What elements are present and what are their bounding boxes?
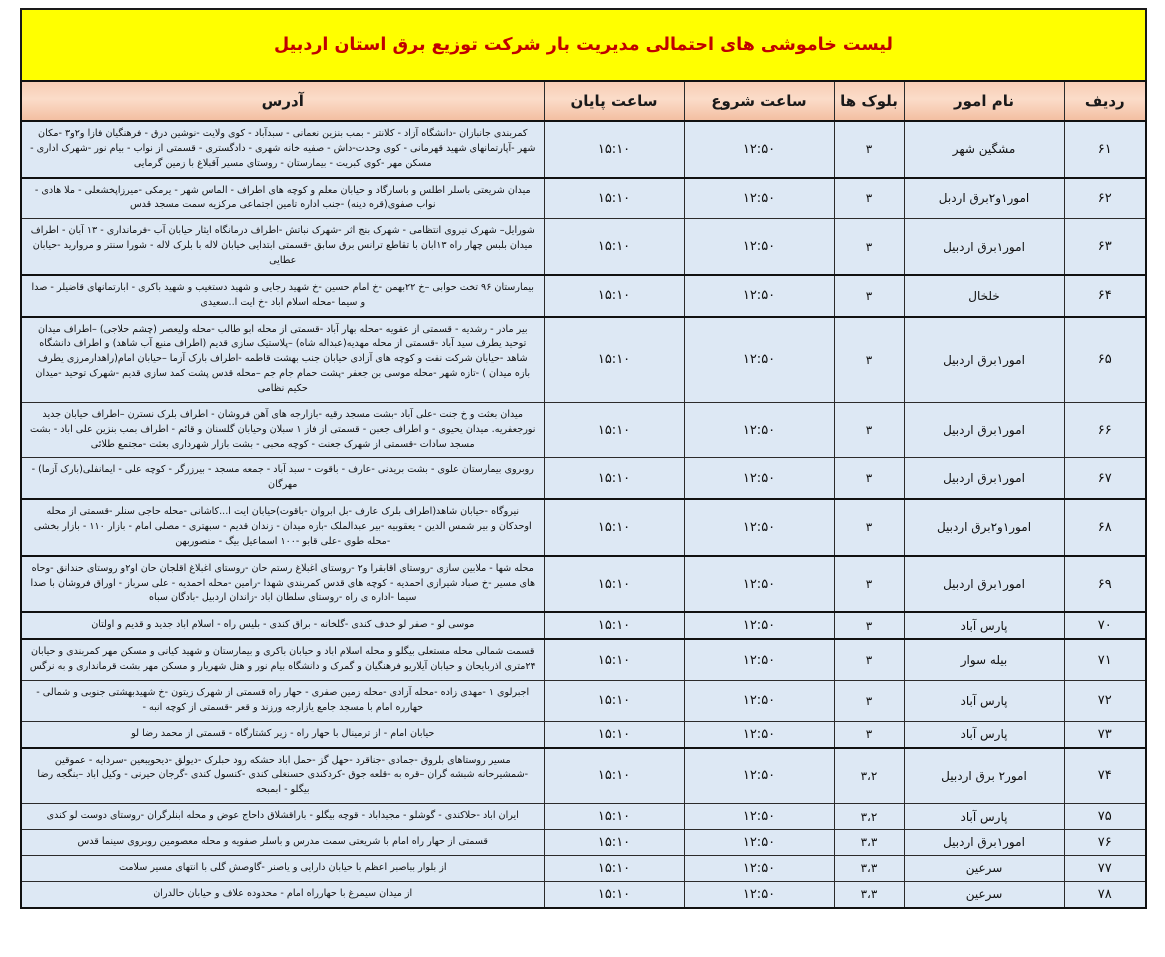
cell-blocks: ۳،۳	[834, 855, 904, 881]
table-row	[21, 402, 1146, 458]
cell-blocks: ۳	[834, 556, 904, 613]
table-row	[21, 855, 1146, 881]
cell-row-number: ۶۶	[1064, 402, 1146, 458]
cell-office: پارس آباد	[904, 804, 1064, 830]
title-banner	[20, 8, 1147, 80]
cell-start-time: ۱۲:۵۰	[684, 121, 834, 178]
header-end-time: ساعت پایان	[544, 81, 684, 121]
table-row	[21, 881, 1146, 907]
cell-end-time: ۱۵:۱۰	[544, 219, 684, 275]
cell-end-time: ۱۵:۱۰	[544, 804, 684, 830]
cell-end-time: ۱۵:۱۰	[544, 402, 684, 458]
cell-blocks: ۳	[834, 121, 904, 178]
cell-office: پارس آباد	[904, 612, 1064, 639]
cell-row-number: ۷۶	[1064, 829, 1146, 855]
outage-sheet	[20, 8, 1147, 949]
cell-row-number: ۶۸	[1064, 499, 1146, 556]
table-row	[21, 556, 1146, 613]
cell-row-number: ۷۳	[1064, 721, 1146, 747]
cell-start-time: ۱۲:۵۰	[684, 829, 834, 855]
header-office: نام امور	[904, 81, 1064, 121]
cell-start-time: ۱۲:۵۰	[684, 458, 834, 499]
cell-address: از بلوار بباصبر اعظم با حیابان دارایی و یاصنر -گاوصش گلی با انتهای مسیر سلامت	[21, 855, 544, 881]
cell-address: روبروی بیمارستان علوی - بشت بریدنی -عارف - باقوت - سبد آباد - جمعه مسجد - بیرزرگر - کوچه علی - ایمانفلی(بارک آزما) - مهرگان	[21, 458, 544, 499]
cell-end-time: ۱۵:۱۰	[544, 721, 684, 747]
cell-office: سرعین	[904, 881, 1064, 907]
cell-blocks: ۳،۲	[834, 748, 904, 804]
outage-table	[20, 80, 1147, 909]
cell-office: بیله سوار	[904, 639, 1064, 680]
cell-blocks: ۳	[834, 639, 904, 680]
cell-start-time: ۱۲:۵۰	[684, 219, 834, 275]
cell-start-time: ۱۲:۵۰	[684, 855, 834, 881]
header-start-time: ساعت شروع	[684, 81, 834, 121]
cell-blocks: ۳	[834, 499, 904, 556]
cell-start-time: ۱۲:۵۰	[684, 804, 834, 830]
cell-end-time: ۱۵:۱۰	[544, 178, 684, 219]
cell-end-time: ۱۵:۱۰	[544, 556, 684, 613]
cell-address: اجبرلوی ۱ -مهدی زاده -محله آزادی -محله زمین صفری - حهار راه قسمتی از شهرک زیتون -خ شهیدبهشتی جنوبی و شمالی - حهارره امام با مسجد جامع یازارجه ورزند و قعر -قسمتی از کوچه انبه -	[21, 680, 544, 721]
cell-office: امور۱برق اردبیل	[904, 317, 1064, 403]
table-row	[21, 721, 1146, 747]
cell-blocks: ۳،۳	[834, 881, 904, 907]
cell-row-number: ۶۹	[1064, 556, 1146, 613]
table-row	[21, 178, 1146, 219]
cell-end-time: ۱۵:۱۰	[544, 121, 684, 178]
cell-blocks: ۳	[834, 178, 904, 219]
cell-office: پارس آباد	[904, 721, 1064, 747]
cell-office: مشگین شهر	[904, 121, 1064, 178]
cell-start-time: ۱۲:۵۰	[684, 402, 834, 458]
header-address: آدرس	[21, 81, 544, 121]
table-row	[21, 639, 1146, 680]
cell-row-number: ۷۲	[1064, 680, 1146, 721]
cell-row-number: ۷۴	[1064, 748, 1146, 804]
cell-blocks: ۳	[834, 402, 904, 458]
cell-start-time: ۱۲:۵۰	[684, 680, 834, 721]
cell-end-time: ۱۵:۱۰	[544, 881, 684, 907]
table-row	[21, 219, 1146, 275]
cell-address: شورایل– شهرک نیروی انتظامی - شهرک بنج اثر -شهرک نباتش -اطراف درمانگاه ایثار حیابان آب -فرمانداری - ۱۳ آبان - اطراف میدان بلبس چهار راه ۱۳ابان با تقاطع ترانس برق سابق -قسمتی ابتدایی خیابان لاله با بلرک لاله - شورا سنتر و مروارید -حیابان عطایی	[21, 219, 544, 275]
cell-blocks: ۳،۳	[834, 829, 904, 855]
cell-blocks: ۳	[834, 458, 904, 499]
cell-address: نیروگاه -حیابان شاهد(اطراف بلرک عارف -بل ابروان -باقوت)حیابان ایت ا...کاشانی -محله حاجی سنلر -قسمتی از محله اوحدکان و بیر شمس الدین - یعقوبیه -بیر عبدالملک -بازه میدان - زندان قدیم - سبهتری - مصلی امام - بازار ۱۱۰ - بازار بخشی -محله طوی -علی قابو -۱۰۰ اسماعیل بیگ - منصوربهن	[21, 499, 544, 556]
cell-address: موسی لو - صفر لو خدف کندی -گلخانه - براق کندی - بلیس راه - اسلام اباد جدید و قدیم و اولتان	[21, 612, 544, 639]
cell-start-time: ۱۲:۵۰	[684, 317, 834, 403]
cell-address: مسیر روستاهای بلروق -جمادی -جناقرد -حهل گز -حمل اباد حشکه رود حبلرک -دیولق -دیحویبعین -سردایه - عموقین -شمشیرحانه شبشه گران –قره به -قلعه جوق -کردکندی حسنغلی کندی -کنسول کندی -گرجان حیرنی - وکیل اباد –بنگجه رضا بیگلو - ابمبحه	[21, 748, 544, 804]
cell-address: ایران اباد -حلاکندی - گوشلو - مجیداباد - قوچه بیگلو - باراقشلاق داحاج عوض و محله ابنلرگران -روستای دوست لو کندی	[21, 804, 544, 830]
table-row	[21, 680, 1146, 721]
header-blocks: بلوک ها	[834, 81, 904, 121]
cell-start-time: ۱۲:۵۰	[684, 275, 834, 317]
cell-end-time: ۱۵:۱۰	[544, 612, 684, 639]
table-row	[21, 458, 1146, 499]
cell-address: بیر مادر - رشدیه - قسمتی از عفویه -محله بهار آباد -قسمتی از محله ابو طالب -محله ولیعصر (چشم حلاجی) –اطراف میدان توحید یطرف سید آباد -قسمتی از محله مهدیه(عبداله شاه) –پلاستیک سازی قدیم (اطراف منبع آب شاهد) و اطراف دانشگاه شاهد -حیابان شرکت نفت و کوچه های آزادی حیابان جنب بهشت قاطمه -اطراف بارک آزما –حیابان امام(راهدارمرزی یطرف بازه میدان ) -تازه شهر -محله موسی بن جعفر -پشت حمام جام جم –محله قدس پشت کمد سازی قدیم -شهرک توحید -میدان حکیم نظامی	[21, 317, 544, 403]
cell-row-number: ۷۱	[1064, 639, 1146, 680]
cell-address: محله شها - ملابین سازی -روستای اقابقرا و۲ -روستای اغبلاغ رستم حان -روستای اغبلاغ اقلجان حان او۲و روستای حندانق -وحاه های مسیر -خ صباد شیرازی احمدیه - کوچه های قدس کمربندی شهدا -رامین -محله احمدیه - علی سرباز - اوراق فروشان با صدا سیما -اداره ی راه -روستای سلطان اباد -زاندان اردبیل -بادگان سباه	[21, 556, 544, 613]
table-row	[21, 275, 1146, 317]
cell-start-time: ۱۲:۵۰	[684, 639, 834, 680]
cell-address: حیابان امام - از ترمینال با حهار راه - زیر کشتارگاه - قسمتی از محمد رضا لو	[21, 721, 544, 747]
cell-address: کمربندی جانبازان -دانشگاه آزاد - کلانتر - بمب بنزین نعمانی - سبدآباد - کوی ولایت -نوشین درق - فرهنگیان فازا و۲و۳ -مکان شهر -آپارتمانهای شهید قهرمانی - کوی وحدت-داش - صفیه خانه شهری - دادگستری - قسمتی از نواب - بیام نور -شهرک اداری - مسکن مهر -کوی کبریت - بیمارستان - روستای مسیر آقبلاغ با زمین گرمایی	[21, 121, 544, 178]
cell-office: امور۲ برق اردبیل	[904, 748, 1064, 804]
table-row	[21, 748, 1146, 804]
table-row	[21, 499, 1146, 556]
cell-office: خلخال	[904, 275, 1064, 317]
cell-row-number: ۶۲	[1064, 178, 1146, 219]
cell-row-number: ۷۷	[1064, 855, 1146, 881]
page-title: لیست خاموشی های احتمالی مدیریت بار شرکت توزیع برق استان اردبیل	[274, 34, 893, 55]
cell-end-time: ۱۵:۱۰	[544, 499, 684, 556]
cell-end-time: ۱۵:۱۰	[544, 458, 684, 499]
cell-office: امور۱برق اردبیل	[904, 402, 1064, 458]
cell-office: امور۱برق اردبیل	[904, 219, 1064, 275]
cell-end-time: ۱۵:۱۰	[544, 275, 684, 317]
cell-address: میدان شریعتی باسلر اطلس و باسارگاد و حیابان معلم و کوچه های اطراف - الماس شهر - یرمکی -میرزاپخشعلی - ملا هادی - نواب صفوی(قره دینه) -جنب اداره تامین اجتماعی مرکزیه سمت مسجد قدس	[21, 178, 544, 219]
cell-row-number: ۷۸	[1064, 881, 1146, 907]
cell-end-time: ۱۵:۱۰	[544, 317, 684, 403]
cell-start-time: ۱۲:۵۰	[684, 178, 834, 219]
cell-office: امور۱برق اردبیل	[904, 458, 1064, 499]
cell-row-number: ۶۷	[1064, 458, 1146, 499]
cell-row-number: ۷۰	[1064, 612, 1146, 639]
header-row-number: ردیف	[1064, 81, 1146, 121]
cell-end-time: ۱۵:۱۰	[544, 829, 684, 855]
cell-address: از میدان سیمرغ با حهارراه امام - محدوده علاف و حیابان حالدران	[21, 881, 544, 907]
cell-end-time: ۱۵:۱۰	[544, 855, 684, 881]
cell-office: امور۱برق اردبیل	[904, 556, 1064, 613]
cell-blocks: ۳	[834, 317, 904, 403]
cell-start-time: ۱۲:۵۰	[684, 556, 834, 613]
cell-end-time: ۱۵:۱۰	[544, 748, 684, 804]
cell-start-time: ۱۲:۵۰	[684, 499, 834, 556]
table-row	[21, 804, 1146, 830]
cell-start-time: ۱۲:۵۰	[684, 881, 834, 907]
cell-row-number: ۶۳	[1064, 219, 1146, 275]
header-row	[21, 81, 1146, 121]
cell-office: امور۱و۲برق اردبل	[904, 178, 1064, 219]
cell-address: قسمتی از حهار راه امام با شریعتی سمت مدرس و باسلر صفویه و محله معصومین روبروی سینما قدس	[21, 829, 544, 855]
table-row	[21, 317, 1146, 403]
cell-start-time: ۱۲:۵۰	[684, 721, 834, 747]
cell-row-number: ۷۵	[1064, 804, 1146, 830]
cell-start-time: ۱۲:۵۰	[684, 748, 834, 804]
table-row	[21, 829, 1146, 855]
cell-blocks: ۳	[834, 721, 904, 747]
cell-end-time: ۱۵:۱۰	[544, 639, 684, 680]
cell-blocks: ۳	[834, 219, 904, 275]
cell-address: میدان بعثت و خ جنت -علی آباد -بشت مسجد رقیه -بازارجه های آهن فروشان - اطراف بلرک نسترن –اطراف حیابان جدید نورجعفریه. میدان یحیوی - و اطراف جعبن - قسمتی از فاز ۱ سبلان وحیابان گلسنان و قائم - اطراف بمب بنزین علی اباد - بشت مسجد سادات -قسمتی از شهرک جعنت - کوچه محبی - بشت بازار شهرداری بعثت -مجتمع طلائی	[21, 402, 544, 458]
cell-blocks: ۳،۲	[834, 804, 904, 830]
table-row	[21, 121, 1146, 178]
table-body	[21, 121, 1146, 908]
cell-office: پارس آباد	[904, 680, 1064, 721]
cell-office: سرعین	[904, 855, 1064, 881]
cell-address: بیمارستان ۹۶ تخت حوابی –خ ۲۲بهمن -خ امام حسین -خ شهید رجایی و شهید دستغیب و شهید باکری - ابارتمانهای قاضیلر - صدا و سیما -محله اسلام اباد -خ ایت ا..سعیدی	[21, 275, 544, 317]
cell-address: قسمت شمالی محله مستعلی بیگلو و محله اسلام اباد و حیابان باکری و بیمارستان و شهید کیانی و مسکن مهر کمربندی و حیابان ۲۴متری اذربایحان و حیابان آیلاریو فرهنگیان و گمرک و دانشگاه بیام نور و هتل شهریار و مسکن مهر بشت قرمانداری و به نرگس	[21, 639, 544, 680]
cell-end-time: ۱۵:۱۰	[544, 680, 684, 721]
table-row	[21, 612, 1146, 639]
cell-blocks: ۳	[834, 612, 904, 639]
cell-start-time: ۱۲:۵۰	[684, 612, 834, 639]
cell-row-number: ۶۵	[1064, 317, 1146, 403]
cell-row-number: ۶۴	[1064, 275, 1146, 317]
cell-office: امور۱برق اردبیل	[904, 829, 1064, 855]
cell-row-number: ۶۱	[1064, 121, 1146, 178]
cell-office: امور۱و۲برق اردبیل	[904, 499, 1064, 556]
cell-blocks: ۳	[834, 275, 904, 317]
cell-blocks: ۳	[834, 680, 904, 721]
table-header	[21, 81, 1146, 121]
